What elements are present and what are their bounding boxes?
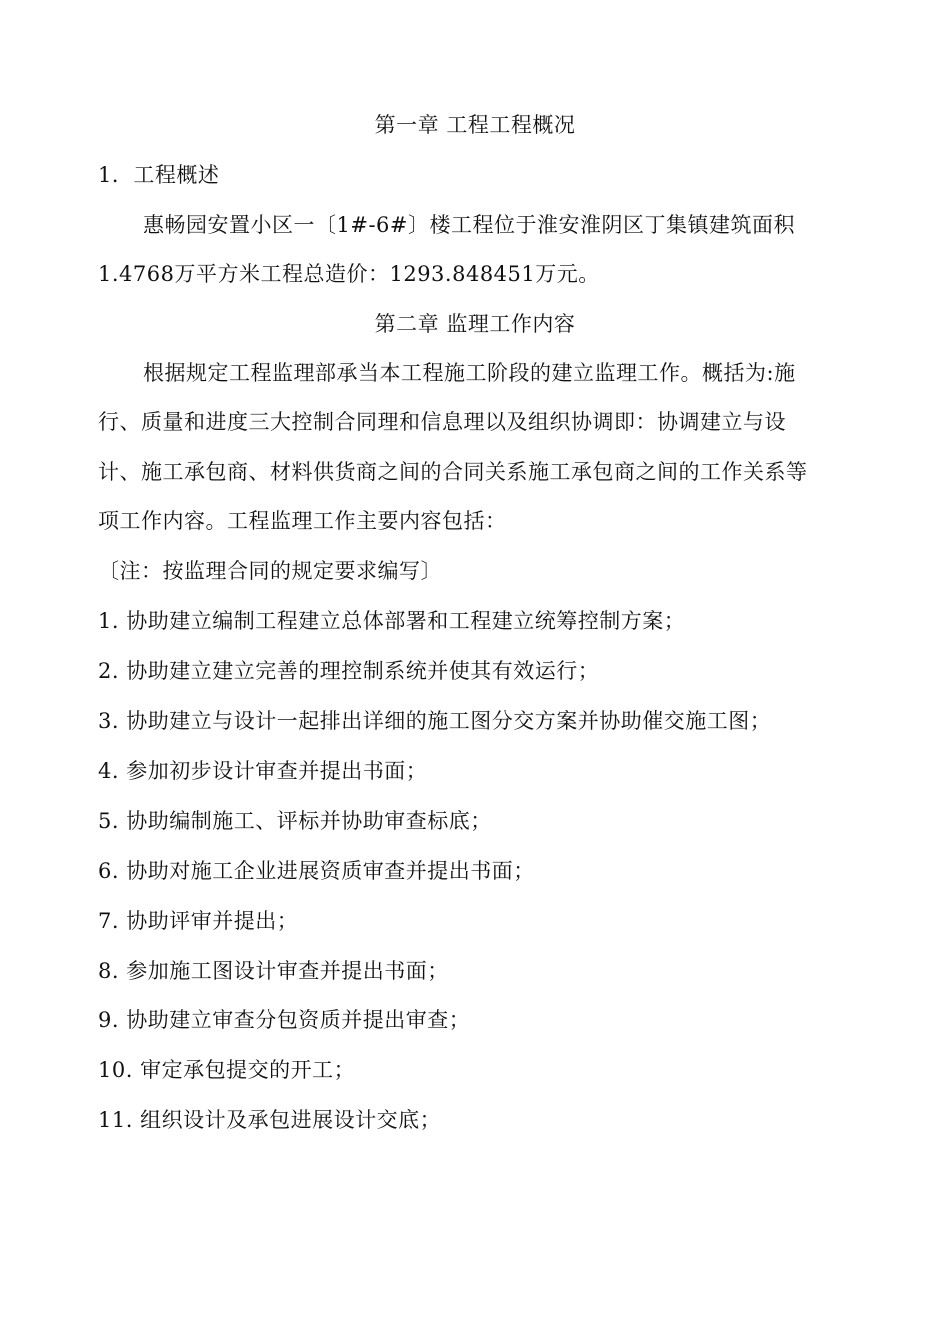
list-item: 5. 协助编制施工、评标并协助审查标底； xyxy=(98,809,492,833)
overview-paragraph-line-2: 1.4768万平方米工程总造价：1293.848451万元。 xyxy=(98,262,600,286)
chapter-2-title: 第二章 监理工作内容 xyxy=(374,312,576,336)
list-item: 10. 审定承包提交的开工； xyxy=(98,1058,356,1082)
note-line: 〔注：按监理合同的规定要求编写〕 xyxy=(98,559,442,583)
list-item: 8. 参加施工图设计审查并提出书面； xyxy=(98,959,449,983)
list-item: 7. 协助评审并提出； xyxy=(98,909,299,933)
overview-paragraph-line-1: 惠畅园安置小区一〔1#-6#〕楼工程位于淮安淮阴区丁集镇建筑面积 xyxy=(143,213,796,237)
list-item: 6. 协助对施工企业进展资质审查并提出书面； xyxy=(98,859,535,883)
supervision-paragraph-line-2: 行、质量和进度三大控制合同理和信息理以及组织协调即：协调建立与设 xyxy=(98,410,786,434)
supervision-paragraph-line-4: 项工作内容。工程监理工作主要内容包括： xyxy=(98,509,507,533)
list-item: 11. 组织设计及承包进展设计交底； xyxy=(98,1108,442,1132)
supervision-paragraph-line-1: 根据规定工程监理部承当本工程施工阶段的建立监理工作。概括为:施 xyxy=(143,361,796,385)
chapter-1-title: 第一章 工程工程概况 xyxy=(374,113,576,137)
list-item: 3. 协助建立与设计一起排出详细的施工图分交方案并协助催交施工图； xyxy=(98,709,772,733)
list-item: 9. 协助建立审查分包资质并提出审查； xyxy=(98,1008,471,1032)
list-item: 4. 参加初步设计审查并提出书面； xyxy=(98,759,428,783)
supervision-paragraph-line-3: 计、施工承包商、材料供货商之间的合同关系施工承包商之间的工作关系等 xyxy=(98,460,808,484)
section-overview-title: 1．工程概述 xyxy=(98,163,220,187)
list-item: 1. 协助建立编制工程建立总体部署和工程建立统筹控制方案； xyxy=(98,609,686,633)
list-item: 2. 协助建立建立完善的理控制系统并使其有效运行； xyxy=(98,659,600,683)
